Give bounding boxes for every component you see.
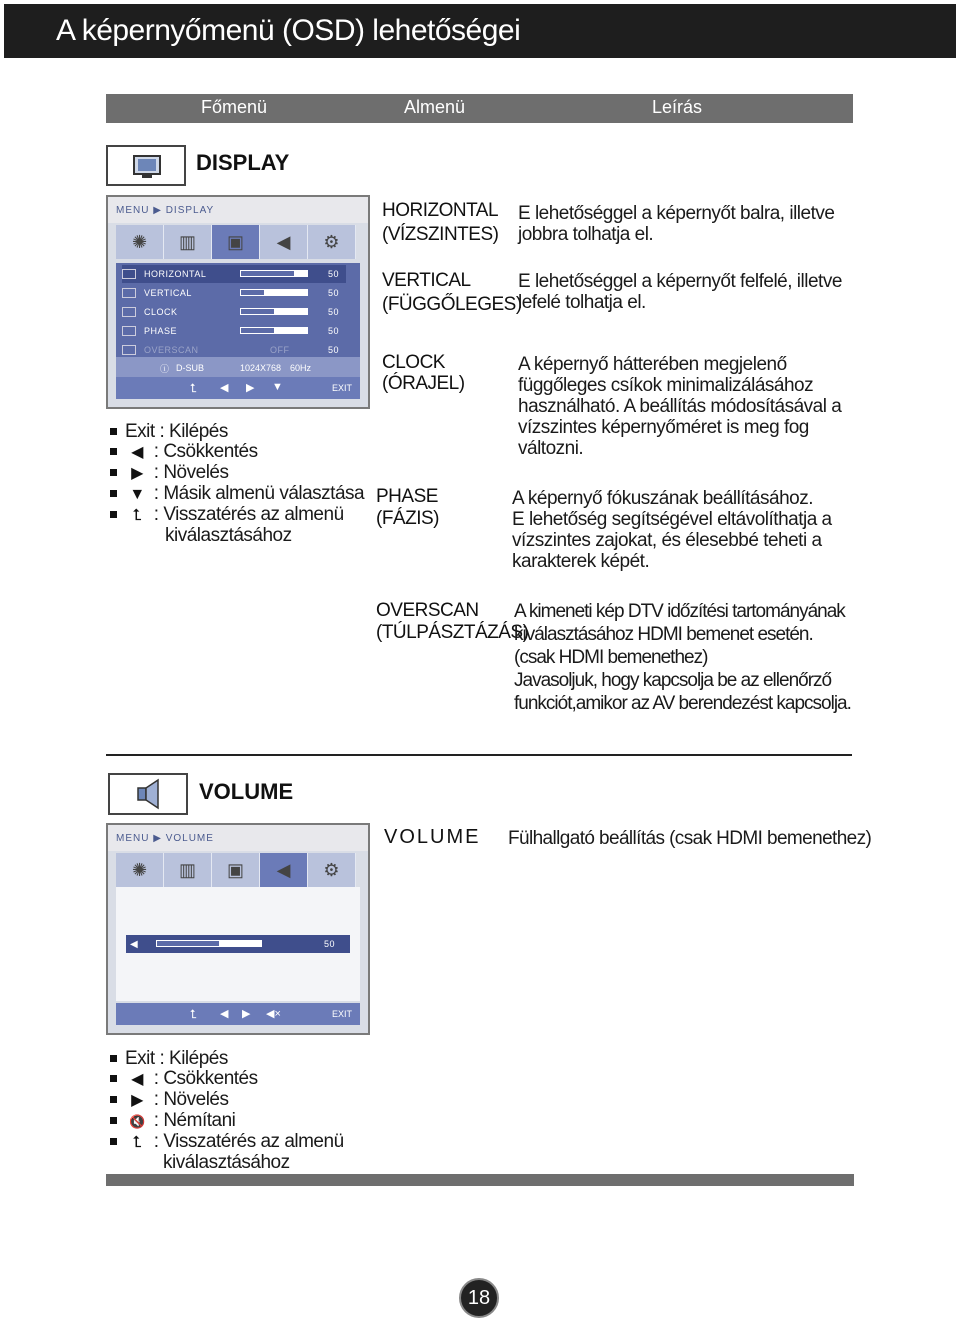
desc-line: kiválasztásához HDMI bemenet esetén. <box>514 624 813 645</box>
osd-menu-label: MENU <box>116 833 150 844</box>
desc-vertical <box>518 271 842 313</box>
desc-line: függőleges csíkok minimalizálásához <box>518 375 814 396</box>
legend-text: : Visszatérés az almenü <box>153 1131 344 1152</box>
settings-gear-icon[interactable]: ⚙ <box>308 225 356 259</box>
volume-section-title: VOLUME <box>199 779 294 804</box>
legend-text: : Némítani <box>153 1110 236 1131</box>
sub-label-hu: (TÚLPÁSZTÁZÁS) <box>376 622 529 643</box>
osd-exit-button[interactable]: EXIT <box>332 1009 353 1019</box>
osd-row-state: OFF <box>270 345 290 355</box>
legend-item <box>110 1111 390 1132</box>
osd-row-phase[interactable] <box>122 322 346 340</box>
legend-text: : Másik almenü választása <box>153 483 365 504</box>
osd-row-label: HORIZONTAL <box>144 269 207 279</box>
sub-clock <box>382 352 465 394</box>
desc-line: funkciót,amikor az AV berendezést kapcsolja. <box>514 693 851 714</box>
osd-row-label: VERTICAL <box>144 288 192 298</box>
color-icon[interactable]: ▥ <box>164 853 212 887</box>
legend-text: : Csökkentés <box>153 1068 258 1089</box>
osd-row-value: 50 <box>328 307 340 317</box>
volume-icon[interactable]: ◀ <box>260 225 308 259</box>
osd-input: D-SUB <box>176 363 205 373</box>
osd-menu-label: MENU <box>116 205 150 216</box>
osd-footer <box>116 377 360 399</box>
left-arrow-icon: ◀ <box>131 444 143 461</box>
osd-row-value: 50 <box>328 345 340 355</box>
sub-label-hu: (VÍZSZINTES) <box>382 224 499 245</box>
desc-line: lefelé tolhatja el. <box>518 292 646 313</box>
desc-line: A képernyő hátterében megjelenő <box>518 354 787 375</box>
desc-line: A képernyő fókuszának beállításához. <box>512 488 813 509</box>
volume-osd <box>106 823 370 1035</box>
osd-refresh: 60Hz <box>290 363 312 373</box>
breadcrumb-arrow-icon: ▶ <box>153 833 166 844</box>
osd-menu-item: VOLUME <box>165 833 214 844</box>
legend-text: : Csökkentés <box>153 441 258 462</box>
sub-label-hu: (FÜGGŐLEGES) <box>382 294 522 315</box>
sub-phase <box>376 486 439 530</box>
sub-label-hu: (FÁZIS) <box>376 508 439 529</box>
footer-bar <box>106 1174 854 1186</box>
speaker-icon <box>110 775 186 813</box>
clock-icon <box>122 307 136 317</box>
settings-gear-icon[interactable]: ⚙ <box>308 853 356 887</box>
color-icon[interactable]: ▥ <box>164 225 212 259</box>
volume-legend <box>110 1049 390 1173</box>
desc-line: E lehetőséggel a képernyőt felfelé, illetve <box>518 271 842 292</box>
vertical-icon <box>122 288 136 298</box>
osd-row-value: 50 <box>328 269 340 279</box>
osd-row-value: 50 <box>324 939 336 949</box>
overscan-icon <box>122 345 136 355</box>
legend-text-cont: kiválasztásához <box>165 525 292 546</box>
sub-vertical <box>382 269 522 317</box>
desc-line: változni. <box>518 438 584 459</box>
column-sub: Almenü <box>404 97 466 117</box>
page-number: 18 <box>459 1278 499 1318</box>
display-tab-icon[interactable]: ▣ <box>212 853 260 887</box>
sub-label-hu: (ÓRAJEL) <box>382 373 465 394</box>
breadcrumb-arrow-icon: ▶ <box>153 205 166 216</box>
osd-exit-button[interactable]: EXIT <box>332 383 353 393</box>
osd-row-volume[interactable] <box>126 935 350 953</box>
desc-phase <box>512 488 832 572</box>
desc-overscan <box>514 600 851 715</box>
desc-line: E lehetőség segítségével eltávolíthatja a <box>512 509 832 530</box>
legend-item <box>110 422 370 442</box>
osd-slider <box>240 270 308 277</box>
column-main: Főmenü <box>201 97 268 117</box>
legend-text-cont: kiválasztásához <box>163 1152 290 1173</box>
brightness-icon[interactable]: ✺ <box>116 853 164 887</box>
display-tab-icon[interactable]: ▣ <box>212 225 260 259</box>
left-arrow-icon[interactable]: ◀ <box>220 1008 229 1020</box>
desc-line: A kimeneti kép DTV időzítési tartományának <box>514 601 845 622</box>
legend-key: Exit <box>125 421 155 442</box>
legend-item <box>110 505 370 526</box>
osd-footer <box>116 1003 360 1025</box>
osd-slider <box>240 327 308 334</box>
osd-row-clock[interactable] <box>122 303 346 321</box>
down-arrow-icon[interactable]: ▼ <box>272 381 283 393</box>
return-icon[interactable]: ⮤ <box>190 381 198 395</box>
left-arrow-icon: ◀ <box>131 1071 143 1088</box>
legend-item <box>110 1049 390 1069</box>
legend-text: : Növelés <box>153 1089 229 1110</box>
desc-line: karakterek képét. <box>512 551 650 572</box>
return-icon: ⮤ <box>132 507 142 524</box>
desc-clock <box>518 354 841 459</box>
desc-line: (csak HDMI bemenethez) <box>514 647 708 668</box>
right-arrow-icon[interactable]: ▶ <box>242 1008 251 1020</box>
volume-icon[interactable]: ◀ <box>260 853 308 887</box>
sub-label: VERTICAL <box>382 270 471 291</box>
sub-label: OVERSCAN <box>376 600 479 621</box>
legend-item <box>110 442 370 463</box>
legend-item <box>110 1132 390 1153</box>
page-title: A képernyőmenü (OSD) lehetőségei <box>56 14 521 47</box>
right-arrow-icon: ▶ <box>131 465 143 482</box>
legend-item <box>110 484 370 505</box>
display-osd <box>106 195 370 409</box>
osd-row-label: OVERSCAN <box>144 345 199 355</box>
desc-line: használható. A beállítás módosításával a <box>518 396 842 417</box>
osd-tabs <box>116 225 356 259</box>
legend-text: : Kilépés <box>159 1048 228 1069</box>
osd-status-bar <box>116 357 360 379</box>
legend-item <box>110 1069 390 1090</box>
osd-slider <box>156 940 262 947</box>
desc-horizontal <box>518 203 834 245</box>
osd-tabs <box>116 853 356 887</box>
legend-key: Exit <box>125 1048 155 1069</box>
page-title-bar <box>4 4 956 58</box>
desc-volume: Fülhallgató beállítás (csak HDMI bemenethez) <box>508 828 872 849</box>
column-desc: Leírás <box>652 97 703 117</box>
legend-text: : Kilépés <box>159 421 228 442</box>
display-section-title: DISPLAY <box>196 150 290 175</box>
osd-menu-item: DISPLAY <box>165 205 215 216</box>
legend-item <box>110 463 370 484</box>
osd-slider <box>240 308 308 315</box>
sub-overscan <box>376 600 528 644</box>
mute-icon[interactable]: ◀× <box>266 1008 281 1020</box>
osd-breadcrumb <box>108 197 368 223</box>
volume-icon-box <box>108 773 188 815</box>
desc-line: vízszintes képernyőméret is meg fog <box>518 417 809 438</box>
mute-icon: 🔇 <box>129 1114 145 1129</box>
sub-volume: VOLUME <box>384 826 481 848</box>
legend-item <box>110 1090 390 1111</box>
speaker-small-icon: ◀ <box>130 938 139 950</box>
desc-line: Javasoljuk, hogy kapcsolja be az ellenőrző <box>514 670 832 691</box>
return-icon[interactable]: ⮤ <box>190 1007 198 1021</box>
sub-label: HORIZONTAL <box>382 200 499 221</box>
osd-row-vertical[interactable] <box>122 284 346 302</box>
monitor-icon <box>108 147 184 184</box>
osd-row-horizontal[interactable] <box>122 265 346 283</box>
desc-line: vízszintes zajokat, és élesebbé teheti a <box>512 530 822 551</box>
display-icon-box <box>106 145 186 186</box>
osd-row-value: 50 <box>328 288 340 298</box>
brightness-icon[interactable]: ✺ <box>116 225 164 259</box>
section-divider <box>106 754 852 756</box>
info-icon: ⓘ <box>160 364 170 374</box>
osd-resolution: 1024X768 <box>240 363 282 373</box>
horizontal-icon <box>122 269 136 279</box>
down-arrow-icon: ▼ <box>129 486 145 503</box>
osd-row-label: PHASE <box>144 326 178 336</box>
display-legend <box>110 422 370 546</box>
sub-label: CLOCK <box>382 352 445 373</box>
legend-text: : Növelés <box>153 462 229 483</box>
osd-slider <box>240 289 308 296</box>
desc-line: jobbra tolhatja el. <box>518 224 654 245</box>
sub-horizontal <box>382 199 498 247</box>
osd-row-label: CLOCK <box>144 307 178 317</box>
osd-row-value: 50 <box>328 326 340 336</box>
desc-line: E lehetőséggel a képernyőt balra, illetve <box>518 203 835 224</box>
right-arrow-icon: ▶ <box>131 1092 143 1109</box>
right-arrow-icon[interactable]: ▶ <box>246 382 255 394</box>
return-icon: ⮤ <box>132 1134 142 1151</box>
column-header-bar <box>106 94 853 123</box>
sub-label: PHASE <box>376 486 438 507</box>
phase-icon <box>122 326 136 336</box>
legend-text: : Visszatérés az almenü <box>153 504 344 525</box>
left-arrow-icon[interactable]: ◀ <box>220 382 229 394</box>
osd-breadcrumb <box>108 825 368 851</box>
